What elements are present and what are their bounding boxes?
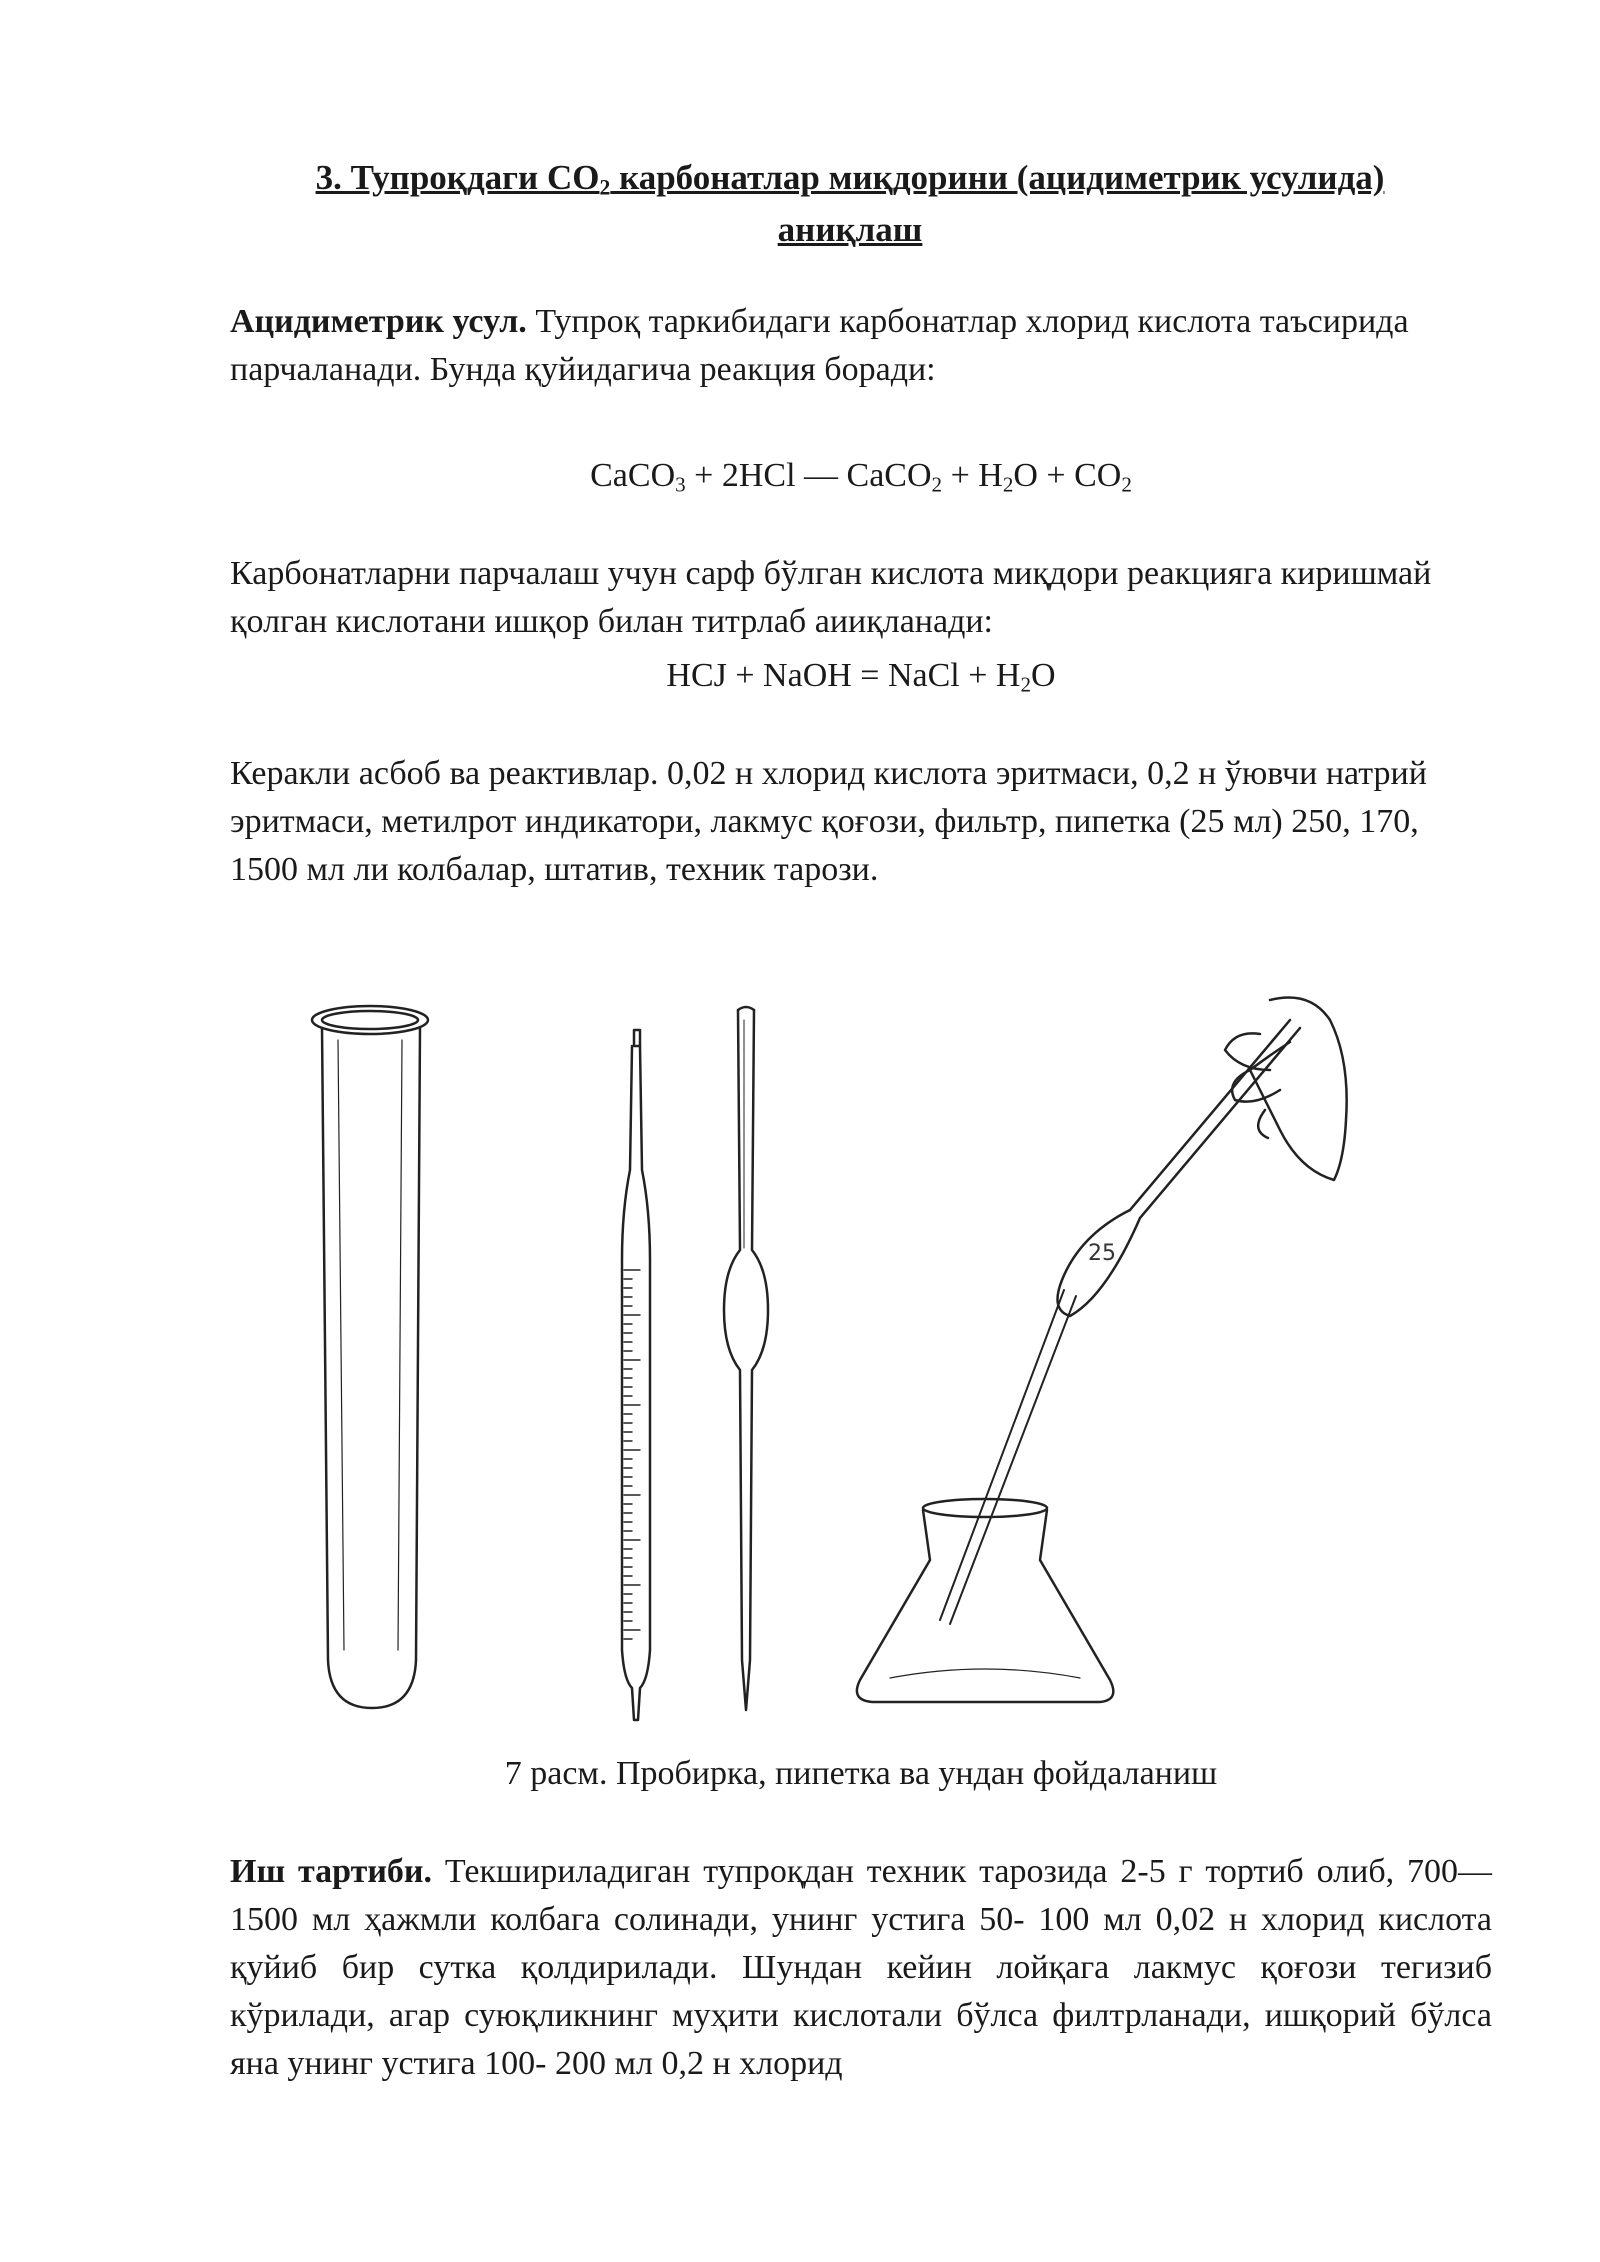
graduated-pipette-illustration xyxy=(622,1030,650,1720)
eq1-sub: 3 xyxy=(675,472,686,497)
eq1-part: + H xyxy=(942,457,1003,494)
eq2-part: HCJ + NaOH = NaCl + H xyxy=(666,657,1021,694)
eq1-part: CaCO xyxy=(590,457,676,494)
procedure-heading: Иш тартиби. xyxy=(230,1853,432,1890)
eq1-sub: 2 xyxy=(1121,472,1132,497)
title-line2: аниқлаш xyxy=(777,210,923,249)
procedure-paragraph xyxy=(230,1848,1492,2088)
intro-text: Тупроқ таркибидаги карбонатлар хлорид кислота таъсирида парчаланади. Бунда қуйидагича реакция боради: xyxy=(230,303,1409,388)
pipette-volume-mark: 25 xyxy=(1088,1241,1116,1266)
eq1-part: O + CO xyxy=(1013,457,1122,494)
title-text: 3. Тупроқдаги CO xyxy=(315,158,600,197)
eq2-part: O xyxy=(1031,657,1056,694)
figure-caption: 7 расм. Пробирка, пипетка ва ундан фойдаланиш xyxy=(504,1755,1218,1792)
reaction-equation-1 xyxy=(230,452,1492,500)
eq1-sub: 2 xyxy=(1002,472,1014,497)
reaction-equation-2 xyxy=(230,652,1492,700)
title-text-rest: карбонатлар миқдорини (ацидиметрик усулида) xyxy=(610,158,1385,197)
intro-heading: Ацидиметрик усул. xyxy=(230,303,527,340)
volumetric-pipette-illustration xyxy=(724,1007,768,1710)
section-title xyxy=(230,152,1470,256)
conical-flask-illustration xyxy=(857,1499,1113,1702)
title-subscript: 2 xyxy=(599,175,611,200)
lab-equipment-figure xyxy=(250,960,1410,1740)
eq1-part: + 2HCl — CaCO xyxy=(685,457,932,494)
titration-pipette-illustration xyxy=(940,1020,1300,1624)
paragraph-titration: Карбонатларни парчалаш учун сарф бўлган кислота миқдори реакцияга киришмай қолган кислотани ишқор билан титрлаб аииқланади: xyxy=(230,555,1432,640)
reagents-paragraph: Керакли асбоб ва реактивлар. 0,02 н хлорид кислота эритмаси, 0,2 н ўювчи натрий эритмаси, метилрот индикатори, лакмус қоғози, фильтр, пипетка (25 мл) 250, 170, 1500 мл ли колбалар, штатив, техник тарози. xyxy=(230,755,1427,888)
procedure-text: Текшириладиган тупроқдан техник тарозида 2-5 г тортиб олиб, 700— 1500 мл ҳажмли колбага солинади, унинг устига 50- 100 мл 0,02 н хлорид кислота қуйиб бир сутка қолдирилади. Шундан кейин лойқага лакмус қоғози тегизиб кўрилади, агар суюқликнинг муҳити кислотали бўлса филтрланади, ишқорий бўлса яна унинг устига 100- 200 мл 0,2 н хлорид xyxy=(230,1853,1493,2082)
eq1-sub: 2 xyxy=(931,472,943,497)
test-tube-illustration xyxy=(312,1006,428,1708)
intro-paragraph xyxy=(230,298,1492,394)
eq2-sub: 2 xyxy=(1020,672,1032,697)
